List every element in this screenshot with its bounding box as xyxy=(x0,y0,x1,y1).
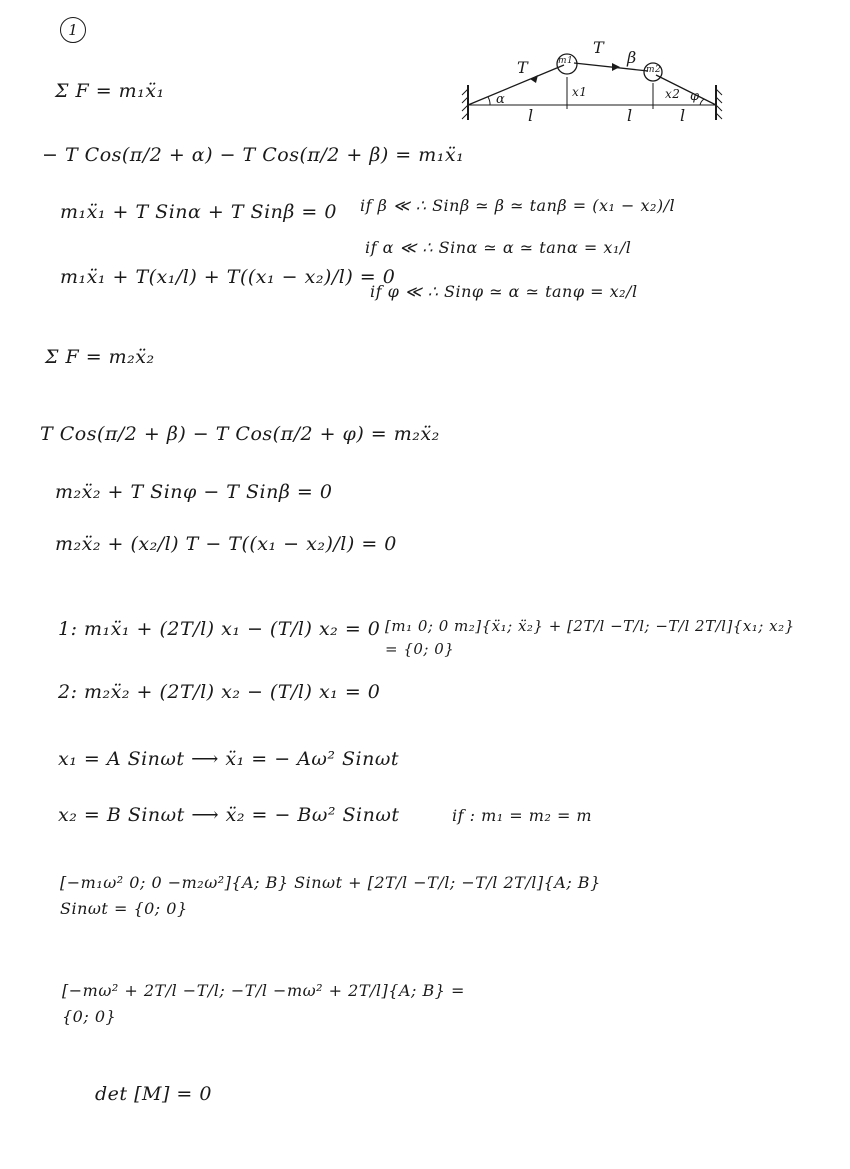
equation-m1-b: m₁ẍ₁ + T(x₁/l) + T((x₁ − x₂)/l) = 0 xyxy=(60,266,396,288)
solution-x1: x₁ = A Sinωt ⟶ ẍ₁ = − Aω² Sinωt xyxy=(58,748,399,770)
mass-string-diagram xyxy=(460,45,730,125)
equation-m1-a: m₁ẍ₁ + T Sinα + T Sinβ = 0 xyxy=(60,201,337,223)
condition-phi: if φ ≪ ∴ Sinφ ≃ α ≃ tanφ = x₂/l xyxy=(370,282,638,301)
solution-x2: x₂ = B Sinωt ⟶ ẍ₂ = − Bω² Sinωt xyxy=(58,804,400,826)
page-number: 1 xyxy=(60,17,86,43)
equation-force-2: T Cos(π/2 + β) − T Cos(π/2 + φ) = m₂ẍ₂ xyxy=(40,423,440,445)
equation-force-1: − T Cos(π/2 + α) − T Cos(π/2 + β) = m₁ẍ₁ xyxy=(42,144,465,166)
diagram-label-l1: l xyxy=(528,106,534,125)
diagram-label-beta: β xyxy=(627,48,637,67)
matrix-equation-2: [−m₁ω² 0; 0 −m₂ω²]{A; B} Sinωt + [2T/l −T/l; −T/l 2T/l]{A; B} Sinωt = {0; 0} xyxy=(60,873,601,918)
equation-m2-b: m₂ẍ₂ + (x₂/l) T − T((x₁ − x₂)/l) = 0 xyxy=(55,533,397,555)
diagram-label-m1: m1 xyxy=(558,56,574,66)
determinant-equation: det [M] = 0 xyxy=(95,1083,212,1105)
condition-mass: if : m₁ = m₂ = m xyxy=(452,806,593,825)
diagram-label-l3: l xyxy=(680,106,686,125)
diagram-label-x2: x2 xyxy=(665,87,681,101)
condition-beta: if β ≪ ∴ Sinβ ≃ β ≃ tanβ = (x₁ − x₂)/l xyxy=(360,196,676,215)
matrix-equation-1: [m₁ 0; 0 m₂]{ẍ₁; ẍ₂} + [2T/l −T/l; −T/l 2T/l]{x₁; x₂} = {0; 0} xyxy=(385,617,795,658)
equation-sum-force-1: Σ F = m₁ẍ₁ xyxy=(55,80,165,102)
equation-1: 1: m₁ẍ₁ + (2T/l) x₁ − (T/l) x₂ = 0 xyxy=(58,618,381,640)
matrix-equation-3: [−mω² + 2T/l −T/l; −T/l −mω² + 2T/l]{A; B} = {0; 0} xyxy=(62,981,465,1026)
diagram-label-x1: x1 xyxy=(572,85,588,99)
diagram-label-m2: m2 xyxy=(646,65,662,75)
equation-sum-force-2: Σ F = m₂ẍ₂ xyxy=(45,346,155,368)
diagram-label-phi: φ xyxy=(690,89,700,104)
diagram-label-l2: l xyxy=(627,106,633,125)
equation-2: 2: m₂ẍ₂ + (2T/l) x₂ − (T/l) x₁ = 0 xyxy=(58,681,381,703)
equation-m2-a: m₂ẍ₂ + T Sinφ − T Sinβ = 0 xyxy=(55,481,333,503)
condition-alpha: if α ≪ ∴ Sinα ≃ α ≃ tanα = x₁/l xyxy=(365,238,632,257)
diagram-label-alpha: α xyxy=(496,92,506,107)
diagram-label-t1: T xyxy=(517,58,529,77)
diagram-label-t2: T xyxy=(593,38,605,57)
